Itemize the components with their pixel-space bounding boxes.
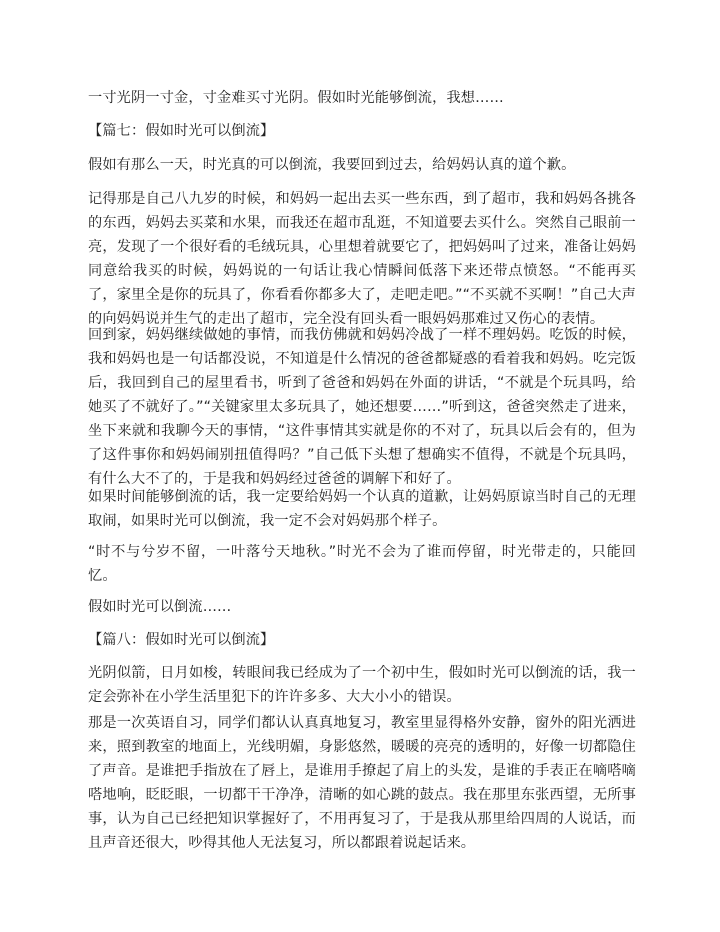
section-seven-paragraph-3: 回到家，妈妈继续做她的事情，而我仿佛就和妈妈冷战了一样不理妈妈。吃饭的时候，我和妈妈也是一句话都没说，不知道是什么情况的爸爸都疑惑的看着我和妈妈。吃完饭后，我回到自己的屋里看书，听到了爸爸和妈妈在外面的讲话，“不就是个玩具吗，给她买了不就好了。”“关键家里太多玩具了，她还想要……”听到这，爸爸突然走了进来，坐下来就和我聊今天的事情，“这件事情其实就是你的不对了，玩具以后会有的，但为了这件事你和妈妈闹别扭值得吗？”自己低下头想了想确实不值得，不就是个玩具吗，有什么大不了的，于是我和妈妈经过爸爸的调解下和好了。 bbox=[88, 327, 636, 487]
section-eight-heading: 【篇八：假如时光可以倒流】 bbox=[88, 632, 275, 648]
section-seven-heading: 【篇七：假如时光可以倒流】 bbox=[88, 123, 275, 139]
section-seven-ending: 假如时光可以倒流…… bbox=[88, 599, 232, 615]
section-seven-paragraph-1: 假如有那么一天，时光真的可以倒流，我要回到过去，给妈妈认真的道个歉。 bbox=[88, 157, 576, 173]
section-eight-paragraph-2: 那是一次英语自习，同学们都认认真真地复习，教室里显得格外安静，窗外的阳光洒进来，照到教室的地面上，光线明媚，身影悠然，暖暖的亮亮的透明的，好像一切都隐住了声音。是谁把手指放在了唇上，是谁用手撩起了肩上的头发，是谁的手表正在嘀嗒嘀嗒地响，眨眨眼，一切都干干净净，清晰的如心跳的鼓点。我在那里东张西望，无所事事，认为自己已经把知识掌握好了，不用再复习了，于是我从那里给四周的人说话，而且声音还很大，吵得其他人无法复习，所以都跟着说起话来。 bbox=[88, 715, 636, 851]
section-seven-paragraph-2: 记得那是自己八九岁的时候，和妈妈一起出去买一些东西，到了超市，我和妈妈各挑各的东西，妈妈去买菜和水果，而我还在超市乱逛，不知道要去买什么。突然自己眼前一亮，发现了一个很好看的毛绒玩具，心里想着就要它了，把妈妈叫了过来，准备让妈妈同意给我买的时候，妈妈说的一句话让我心情瞬间低落下来还带点愤怒。“不能再买了，家里全是你的玩具了，你看看你都多大了，走吧走吧。”“不买就不买啊！”自己大声的向妈妈说并生气的走出了超市，完全没有回头看一眼妈妈那难过又伤心的表情。 bbox=[88, 191, 636, 327]
section-eight-paragraph-1: 光阴似箭，日月如梭，转眼间我已经成为了一个初中生，假如时光可以倒流的话，我一定会弥补在小学生活里犯下的许许多多、大大小小的错误。 bbox=[88, 665, 636, 705]
intro-paragraph: 一寸光阴一寸金，寸金难买寸光阴。假如时光能够倒流，我想…… bbox=[88, 90, 504, 106]
section-seven-quote-paragraph: “时不与兮岁不留，一叶落兮天地秋。”时光不会为了谁而停留，时光带走的，只能回忆。 bbox=[88, 544, 636, 584]
section-seven-paragraph-4: 如果时间能够倒流的话，我一定要给妈妈一个认真的道歉，让妈妈原谅当时自己的无理取闹，如果时光可以倒流，我一定不会对妈妈那个样子。 bbox=[88, 489, 636, 529]
